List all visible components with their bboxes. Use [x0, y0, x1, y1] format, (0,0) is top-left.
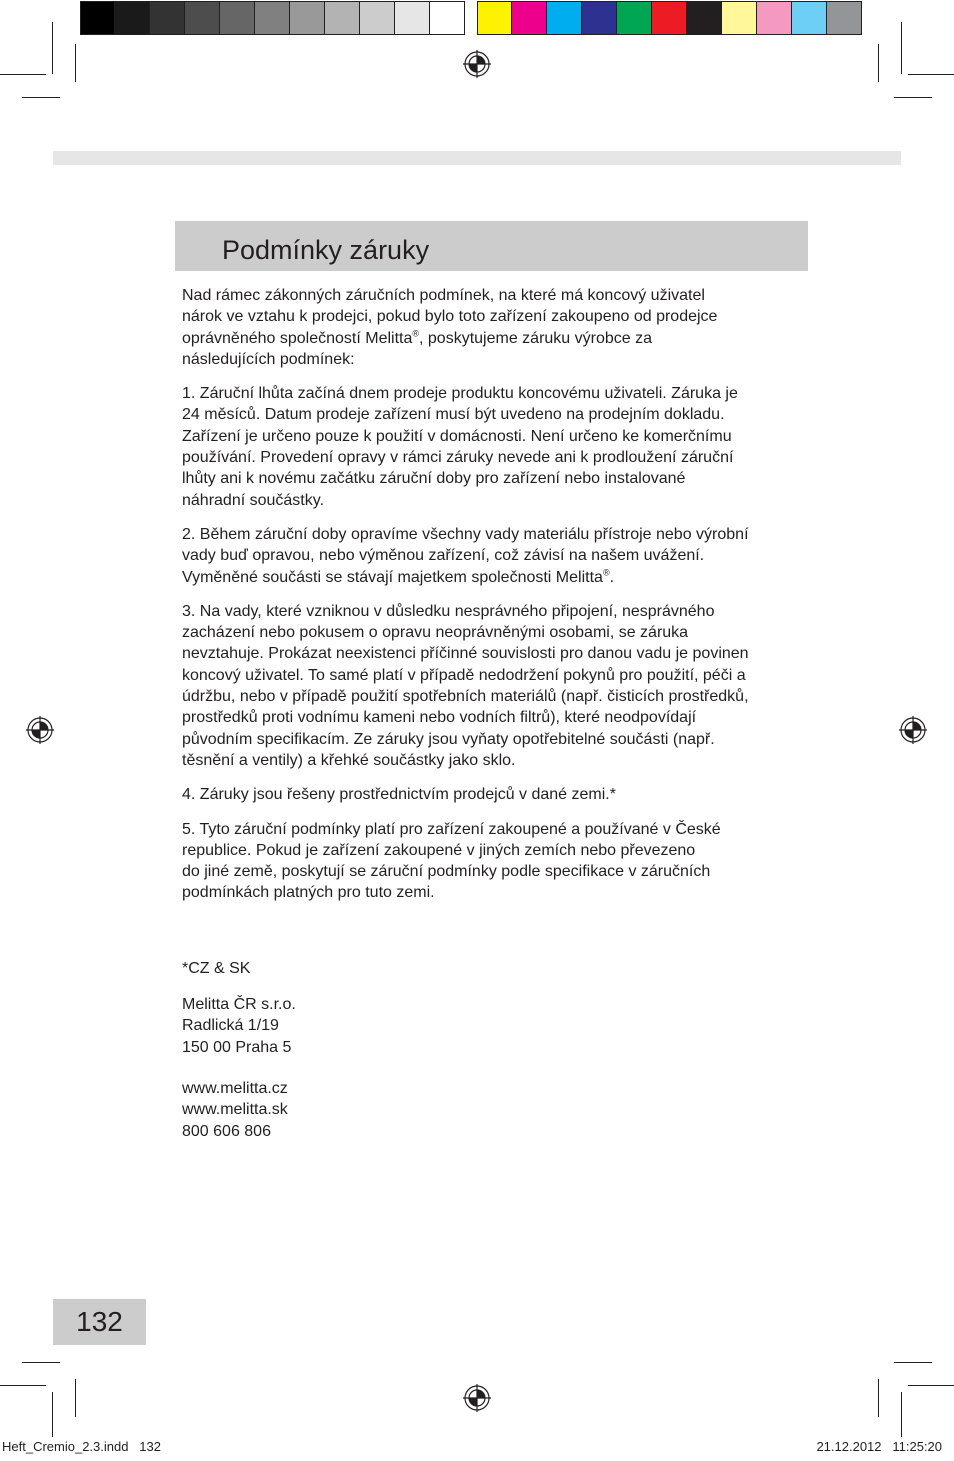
crop-mark — [22, 97, 60, 98]
crop-mark — [901, 22, 902, 74]
page-title: Podmínky záruky — [222, 235, 430, 265]
gray-swatch — [150, 1, 185, 35]
warranty-text — [182, 285, 812, 917]
company-address — [182, 994, 296, 1058]
color-swatch — [512, 1, 547, 35]
condition-2 — [182, 524, 812, 588]
crop-mark — [878, 44, 879, 82]
color-swatch — [547, 1, 582, 35]
color-swatch — [687, 1, 722, 35]
registration-mark-icon — [26, 716, 54, 744]
gray-swatch — [80, 1, 115, 35]
city: 150 00 Praha 5 — [182, 1038, 292, 1056]
color-swatch — [827, 1, 862, 35]
gray-swatch — [325, 1, 360, 35]
crop-mark — [0, 74, 46, 75]
website-sk-link[interactable]: www.melitta.sk — [182, 1101, 288, 1119]
registered-mark: ® — [412, 328, 420, 339]
intro-paragraph — [182, 285, 812, 370]
company-name: Melitta ČR s.r.o. — [182, 996, 296, 1013]
crop-mark — [894, 97, 932, 98]
page-number: 132 — [76, 1306, 123, 1337]
registration-mark-icon — [463, 1384, 491, 1412]
slug-file-info: Heft_Cremio_2.3.indd 132 — [2, 1439, 161, 1454]
page-number-box — [53, 1299, 146, 1345]
gray-swatch — [360, 1, 395, 35]
condition-5: 5. Tyto záruční podmínky platí pro zařízení zakoupené a používané v České republice. Pokud je zařízení zakoupené v jiných zemích nebo převezeno do jiné země, poskytují se záruční podmínky podle specifikace v záručních podmínkách platných pro tuto zemi. — [182, 820, 721, 902]
condition-4: 4. Záruky jsou řešeny prostřednictvím prodejců v dané zemi.* — [182, 786, 616, 804]
registration-mark-icon — [899, 716, 927, 744]
intro-text-end: , poskytujeme záruku výrobce za následujících podmínek: — [182, 329, 653, 368]
gray-swatch — [430, 1, 465, 35]
gray-swatch — [220, 1, 255, 35]
gray-swatch — [115, 1, 150, 35]
crop-mark — [22, 1362, 60, 1363]
color-swatch — [757, 1, 792, 35]
footnote: *CZ & SK — [182, 960, 251, 977]
crop-mark — [52, 22, 53, 74]
condition-2-text: 2. Během záruční doby opravíme všechny vady materiálu přístroje nebo výrobní vady buď opravou, nebo výměnou zařízení, což závisí na našem uvážení. Vyměněné součásti se stávají majetkem společnosti Melitta — [182, 525, 749, 586]
condition-1: 1. Záruční lhůta začíná dnem prodeje produktu koncovému uživateli. Záruka je 24 měsíců. Datum prodeje zařízení musí být uvedeno na prodejním dokladu. Zařízení je určeno pouze k použití v domácnosti. Není určeno ke komerčnímu používání. Provedení opravy v rámci záruky nevede ani k prodloužení záruční lhůty ani k novému začátku záruční doby pro zařízení nebo instalované náhradní součástky. — [182, 385, 738, 509]
gray-swatch — [255, 1, 290, 35]
gray-swatch — [185, 1, 220, 35]
color-swatch — [617, 1, 652, 35]
header-band — [53, 151, 901, 165]
color-swatch — [477, 1, 512, 35]
color-swatch — [652, 1, 687, 35]
gray-swatch — [395, 1, 430, 35]
color-swatch — [722, 1, 757, 35]
phone-number: 800 606 806 — [182, 1122, 271, 1140]
condition-2-end: . — [609, 568, 615, 586]
title-box — [175, 221, 808, 271]
crop-mark — [894, 1362, 932, 1363]
registration-mark-icon — [463, 50, 491, 78]
crop-mark — [75, 1379, 76, 1417]
contacts — [182, 1078, 288, 1142]
color-swatch — [792, 1, 827, 35]
registered-mark: ® — [602, 567, 610, 578]
color-swatch — [582, 1, 617, 35]
crop-mark — [878, 1379, 879, 1417]
gray-swatch — [290, 1, 325, 35]
crop-mark — [908, 74, 954, 75]
crop-mark — [52, 1392, 53, 1437]
condition-3: 3. Na vady, které vzniknou v důsledku nesprávného připojení, nesprávného zacházení nebo pokusem o opravu neoprávněnými osobami, se záruka nevztahuje. Prokázat neexistenci příčinné souvislosti pro danou vadu je povinen koncový uživatel. To samé platí v případě nedodržení pokynů pro použití, péči a údržbu, nebo v případě použití spotřebních materiálů (např. čisticích prostředků, prostředků proti vodnímu kameni nebo vodních filtrů), které neodpovídají původním specifikacím. Ze záruky jsou vyňaty opotřebitelné součásti (např. těsnění a ventily) a křehké součástky jako sklo. — [182, 602, 749, 769]
crop-mark — [901, 1392, 902, 1437]
intro-text: Nad rámec zákonných záručních podmínek, na které má koncový uživatel nárok ve vztahu k prodejci, pokud bylo toto zařízení zakoupeno od prodejce oprávněného společností Melitta — [182, 287, 718, 347]
crop-mark — [0, 1385, 46, 1386]
crop-mark — [908, 1385, 954, 1386]
website-cz-link[interactable]: www.melitta.cz — [182, 1080, 288, 1097]
crop-mark — [75, 44, 76, 82]
color-calibration-bar — [80, 1, 862, 37]
street: Radlická 1/19 — [182, 1017, 279, 1035]
slug-timestamp: 21.12.2012 11:25:20 — [816, 1439, 942, 1454]
